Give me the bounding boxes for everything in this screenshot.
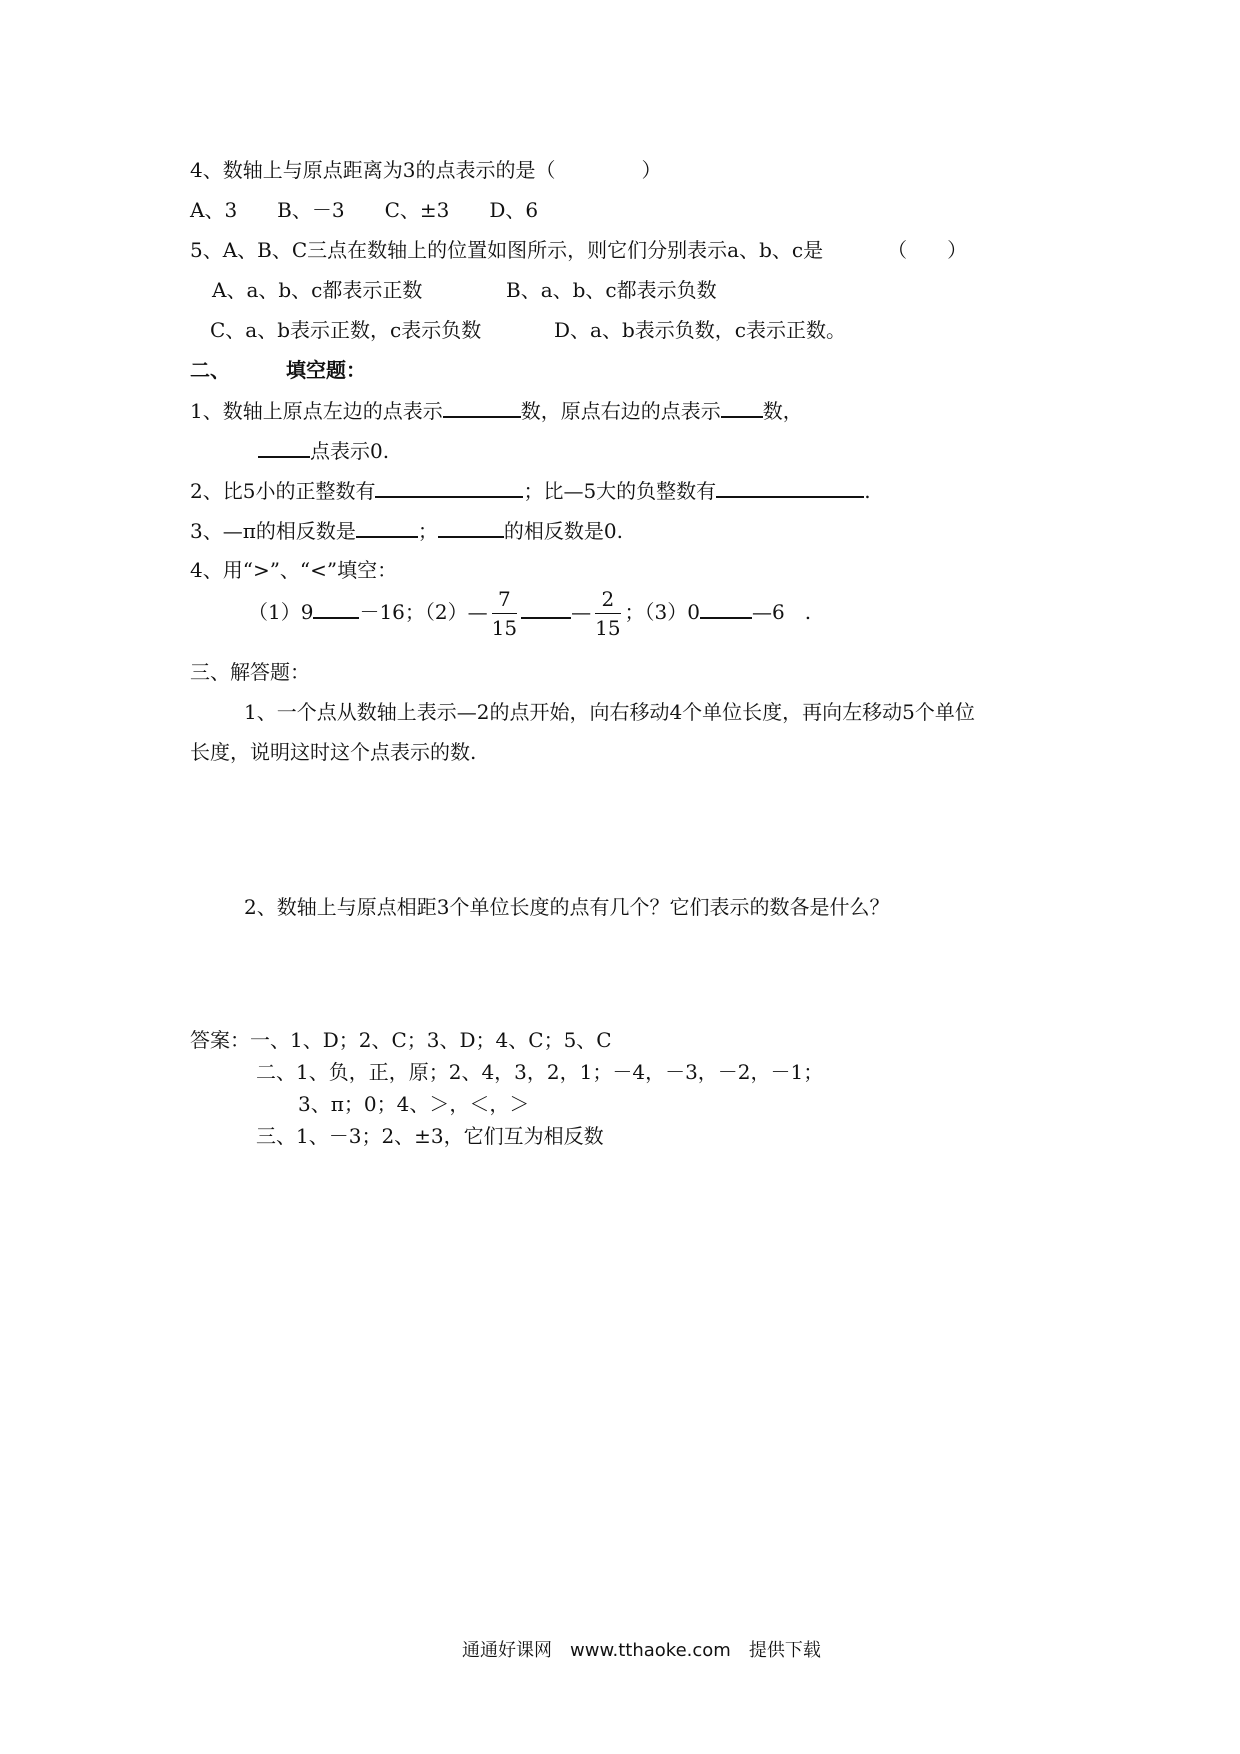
question-2-2-text-c: . <box>864 479 871 503</box>
question-2-3-text-b: ； <box>417 519 438 543</box>
question-2-2 <box>190 478 871 503</box>
question-1-4-paren: ） <box>641 158 662 182</box>
section-3-heading: 三、解答题： <box>190 660 310 684</box>
answer-blank[interactable] <box>700 599 752 619</box>
question-3-2: 2、数轴上与原点相距3个单位长度的点有几个？它们表示的数各是什么？ <box>244 895 890 919</box>
fraction-7-15 <box>492 588 517 639</box>
question-1-4 <box>190 158 661 182</box>
question-2-2-text-b: ；比—5大的负整数有 <box>523 479 717 503</box>
fraction-denominator: 15 <box>595 616 621 640</box>
footer-source: 通通好课网 www.tthaoke.com 提供下载 <box>462 1640 821 1661</box>
question-2-1-text-d: 点表示0. <box>310 439 390 463</box>
question-1-5 <box>190 238 967 262</box>
question-3-1-line-2: 长度，说明这时这个点表示的数. <box>190 740 477 764</box>
section-2-number: 二、 <box>190 358 230 382</box>
question-2-1 <box>190 398 803 423</box>
question-2-3-text-c: 的相反数是0. <box>503 519 623 543</box>
question-2-4-part-3: ；（3）0 <box>624 600 700 624</box>
answer-blank[interactable] <box>443 398 521 418</box>
question-2-1-cont <box>258 438 389 463</box>
question-2-3-text-a: 3、—π的相反数是 <box>190 519 356 543</box>
question-1-5-option-b: B、a、b、c都表示负数 <box>506 278 717 302</box>
question-1-5-stem: 5、A、B、C三点在数轴上的位置如图所示，则它们分别表示a、b、c是 <box>190 238 824 262</box>
question-1-5-option-d: D、a、b表示负数，c表示正数。 <box>554 318 846 342</box>
answers-line-4: 三、1、－3；2、±3，它们互为相反数 <box>256 1124 604 1148</box>
fraction-denominator: 15 <box>491 616 518 640</box>
question-2-4-stem: 4、用“>”、“<”填空： <box>190 558 398 582</box>
answer-blank[interactable] <box>721 398 763 418</box>
question-1-5-option-c: C、a、b表示正数，c表示负数 <box>210 318 482 342</box>
fraction-2-15 <box>595 588 620 639</box>
question-2-4-minus: — <box>571 600 592 624</box>
answer-blank[interactable] <box>716 478 864 498</box>
question-2-4-part-1: （1）9 <box>248 600 314 624</box>
question-1-5-option-a: A、a、b、c都表示正数 <box>212 278 423 302</box>
question-2-3 <box>190 518 623 543</box>
question-1-4-stem: 4、数轴上与原点距离为3的点表示的是（ <box>190 158 556 182</box>
section-2-heading <box>190 358 366 382</box>
answer-blank[interactable] <box>356 518 418 538</box>
question-2-4-part-2: －16；（2）— <box>359 600 488 624</box>
question-3-1-line-1: 1、一个点从数轴上表示—2的点开始，向右移动4个单位长度，再向左移动5个单位 <box>244 700 975 724</box>
question-2-2-text-a: 2、比5小的正整数有 <box>190 479 376 503</box>
question-2-4-parts <box>248 588 811 639</box>
question-2-1-text-a: 1、数轴上原点左边的点表示 <box>190 399 443 423</box>
answers-line-1: 答案：一、1、D；2、C；3、D；4、C；5、C <box>190 1028 612 1052</box>
answer-blank[interactable] <box>438 518 504 538</box>
question-2-4-part-4: —6 . <box>752 600 812 624</box>
answer-blank[interactable] <box>313 599 359 619</box>
question-2-1-text-c: 数， <box>762 399 803 423</box>
answer-blank[interactable] <box>521 599 571 619</box>
section-2-title: 填空题： <box>286 358 366 382</box>
fraction-numerator: 2 <box>595 588 620 614</box>
answer-blank[interactable] <box>375 478 523 498</box>
question-1-5-paren: （ ） <box>887 238 968 262</box>
answers-line-3: 3、π；0；4、＞，＜，＞ <box>298 1092 530 1116</box>
answer-blank[interactable] <box>258 438 310 458</box>
answers-line-2: 二、1、负，正，原；2、4，3，2，1；－4，－3，－2，－1； <box>256 1060 824 1084</box>
fraction-numerator: 7 <box>492 588 517 614</box>
question-1-4-options: A、3 B、－3 C、±3 D、6 <box>190 198 539 222</box>
question-2-1-text-b: 数，原点右边的点表示 <box>520 399 721 423</box>
